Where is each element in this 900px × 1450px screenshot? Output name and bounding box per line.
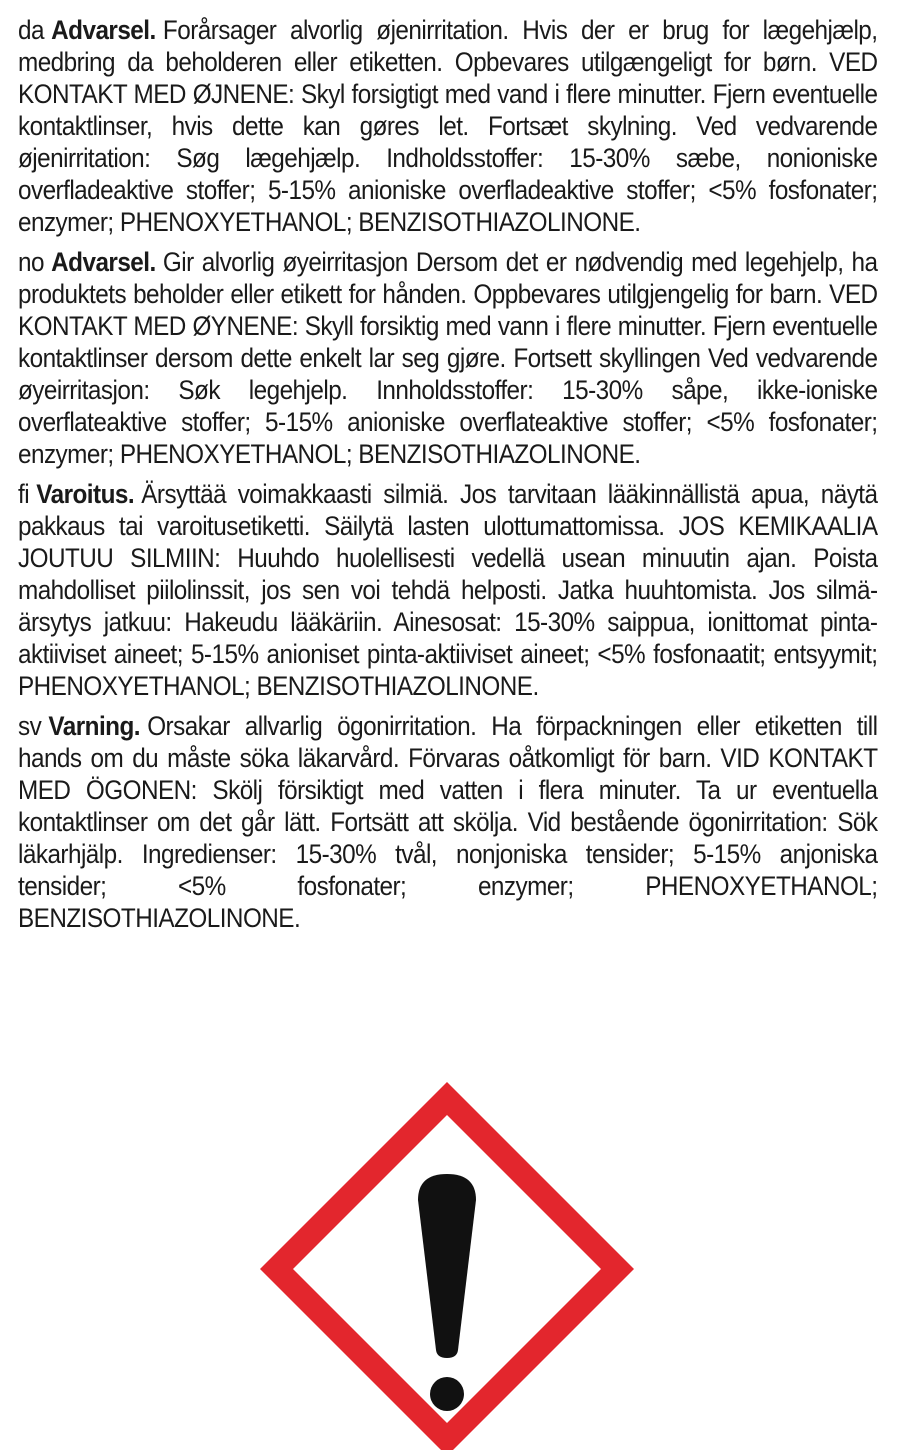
warning-block-fi xyxy=(18,478,878,702)
hazard-pictogram xyxy=(260,1082,634,1450)
language-code: fi xyxy=(18,479,30,509)
warning-text: Forårsager alvorlig øjenirritation. Hvis der er brug for lægehjælp, medbring da beholderen eller etiketten. Opbevares utilgængeligt for børn. VED KONTAKT MED ØJNENE: Skyl forsigtigt med vand i flere minutter. Fjern eventuelle kontaktlinser, hvis dette kan gøres let. Fortsæt skylning. Ved vedvarende øjenirritation: Søg lægehjælp. Indholdsstoffer: 15-30% sæbe, nonioniske overfladeaktive stoffer; 5-15% anioniske overfladeaktive stoffer; <5% fosfonater; enzymer; PHENOXYETHANOL; BENZISOTHIAZOLINONE. xyxy=(18,15,878,237)
signal-word: Varning. xyxy=(48,711,140,741)
language-code: sv xyxy=(18,711,42,741)
exclamation-dot xyxy=(430,1377,464,1411)
signal-word: Varoitus. xyxy=(36,479,135,509)
language-code: no xyxy=(18,247,44,277)
exclamation-mark-hazard-icon xyxy=(260,1082,634,1450)
warning-block-da xyxy=(18,14,878,238)
warning-block-no xyxy=(18,246,878,470)
label-text xyxy=(18,14,878,942)
warning-text: Gir alvorlig øyeirritasjon Dersom det er nødvendig med legehjelp, ha produktets beholder eller etikett for hånden. Oppbevares utilgjengelig for barn. VED KONTAKT MED ØYNENE: Skyll forsiktig med vann i flere minutter. Fjern eventuelle kontaktlinser dersom dette enkelt lar seg gjøre. Fortsett skyllingen Ved vedvarende øyeirritasjon: Søk legehjelp. Innholdsstoffer: 15-30% såpe, ikke-ioniske overflateaktive stoffer; 5-15% anioniske overflateaktive stoffer; <5% fosfonater; enzymer; PHENOXYETHANOL; BENZISOTHIAZOLINONE. xyxy=(18,247,878,469)
warning-block-sv xyxy=(18,710,878,934)
language-code: da xyxy=(18,15,44,45)
warning-text: Ärsyttää voimakkaasti silmiä. Jos tarvitaan lääkinnällistä apua, näytä pakkaus tai varoitusetiketti. Säilytä lasten ulottumattomissa. JOS KEMIKAALIA JOUTUU SILMIIN: Huuhdo huolellisesti vedellä usean minuutin ajan. Poista mahdolliset piilolinssit, jos sen voi tehdä helposti. Jatka huuhtomista. Jos silmä-ärsytys jatkuu: Hakeudu lääkäriin. Ainesosat: 15-30% saippua, ionittomat pinta-aktiiviset aineet; 5-15% anioniset pinta-aktiiviset aineet; <5% fosfonaatit; entsyymit; PHENOXYETHANOL; BENZISOTHIAZOLINONE. xyxy=(18,479,878,701)
signal-word: Advarsel. xyxy=(51,15,156,45)
warning-text: Orsakar allvarlig ögonirritation. Ha förpackningen eller etiketten till hands om du måste söka läkarvård. Förvaras oåtkomligt för barn. VID KONTAKT MED ÖGONEN: Skölj försiktigt med vatten i flera minuter. Ta ur eventuella kontaktlinser om det går lätt. Fortsätt att skölja. Vid bestående ögonirritation: Sök läkarhjälp. Ingredienser: 15-30% tvål, nonjoniska tensider; 5-15% anjoniska tensider; <5% fosfonater; enzymer; PHENOXYETHANOL; BENZISOTHIAZOLINONE. xyxy=(18,711,878,933)
signal-word: Advarsel. xyxy=(51,247,156,277)
